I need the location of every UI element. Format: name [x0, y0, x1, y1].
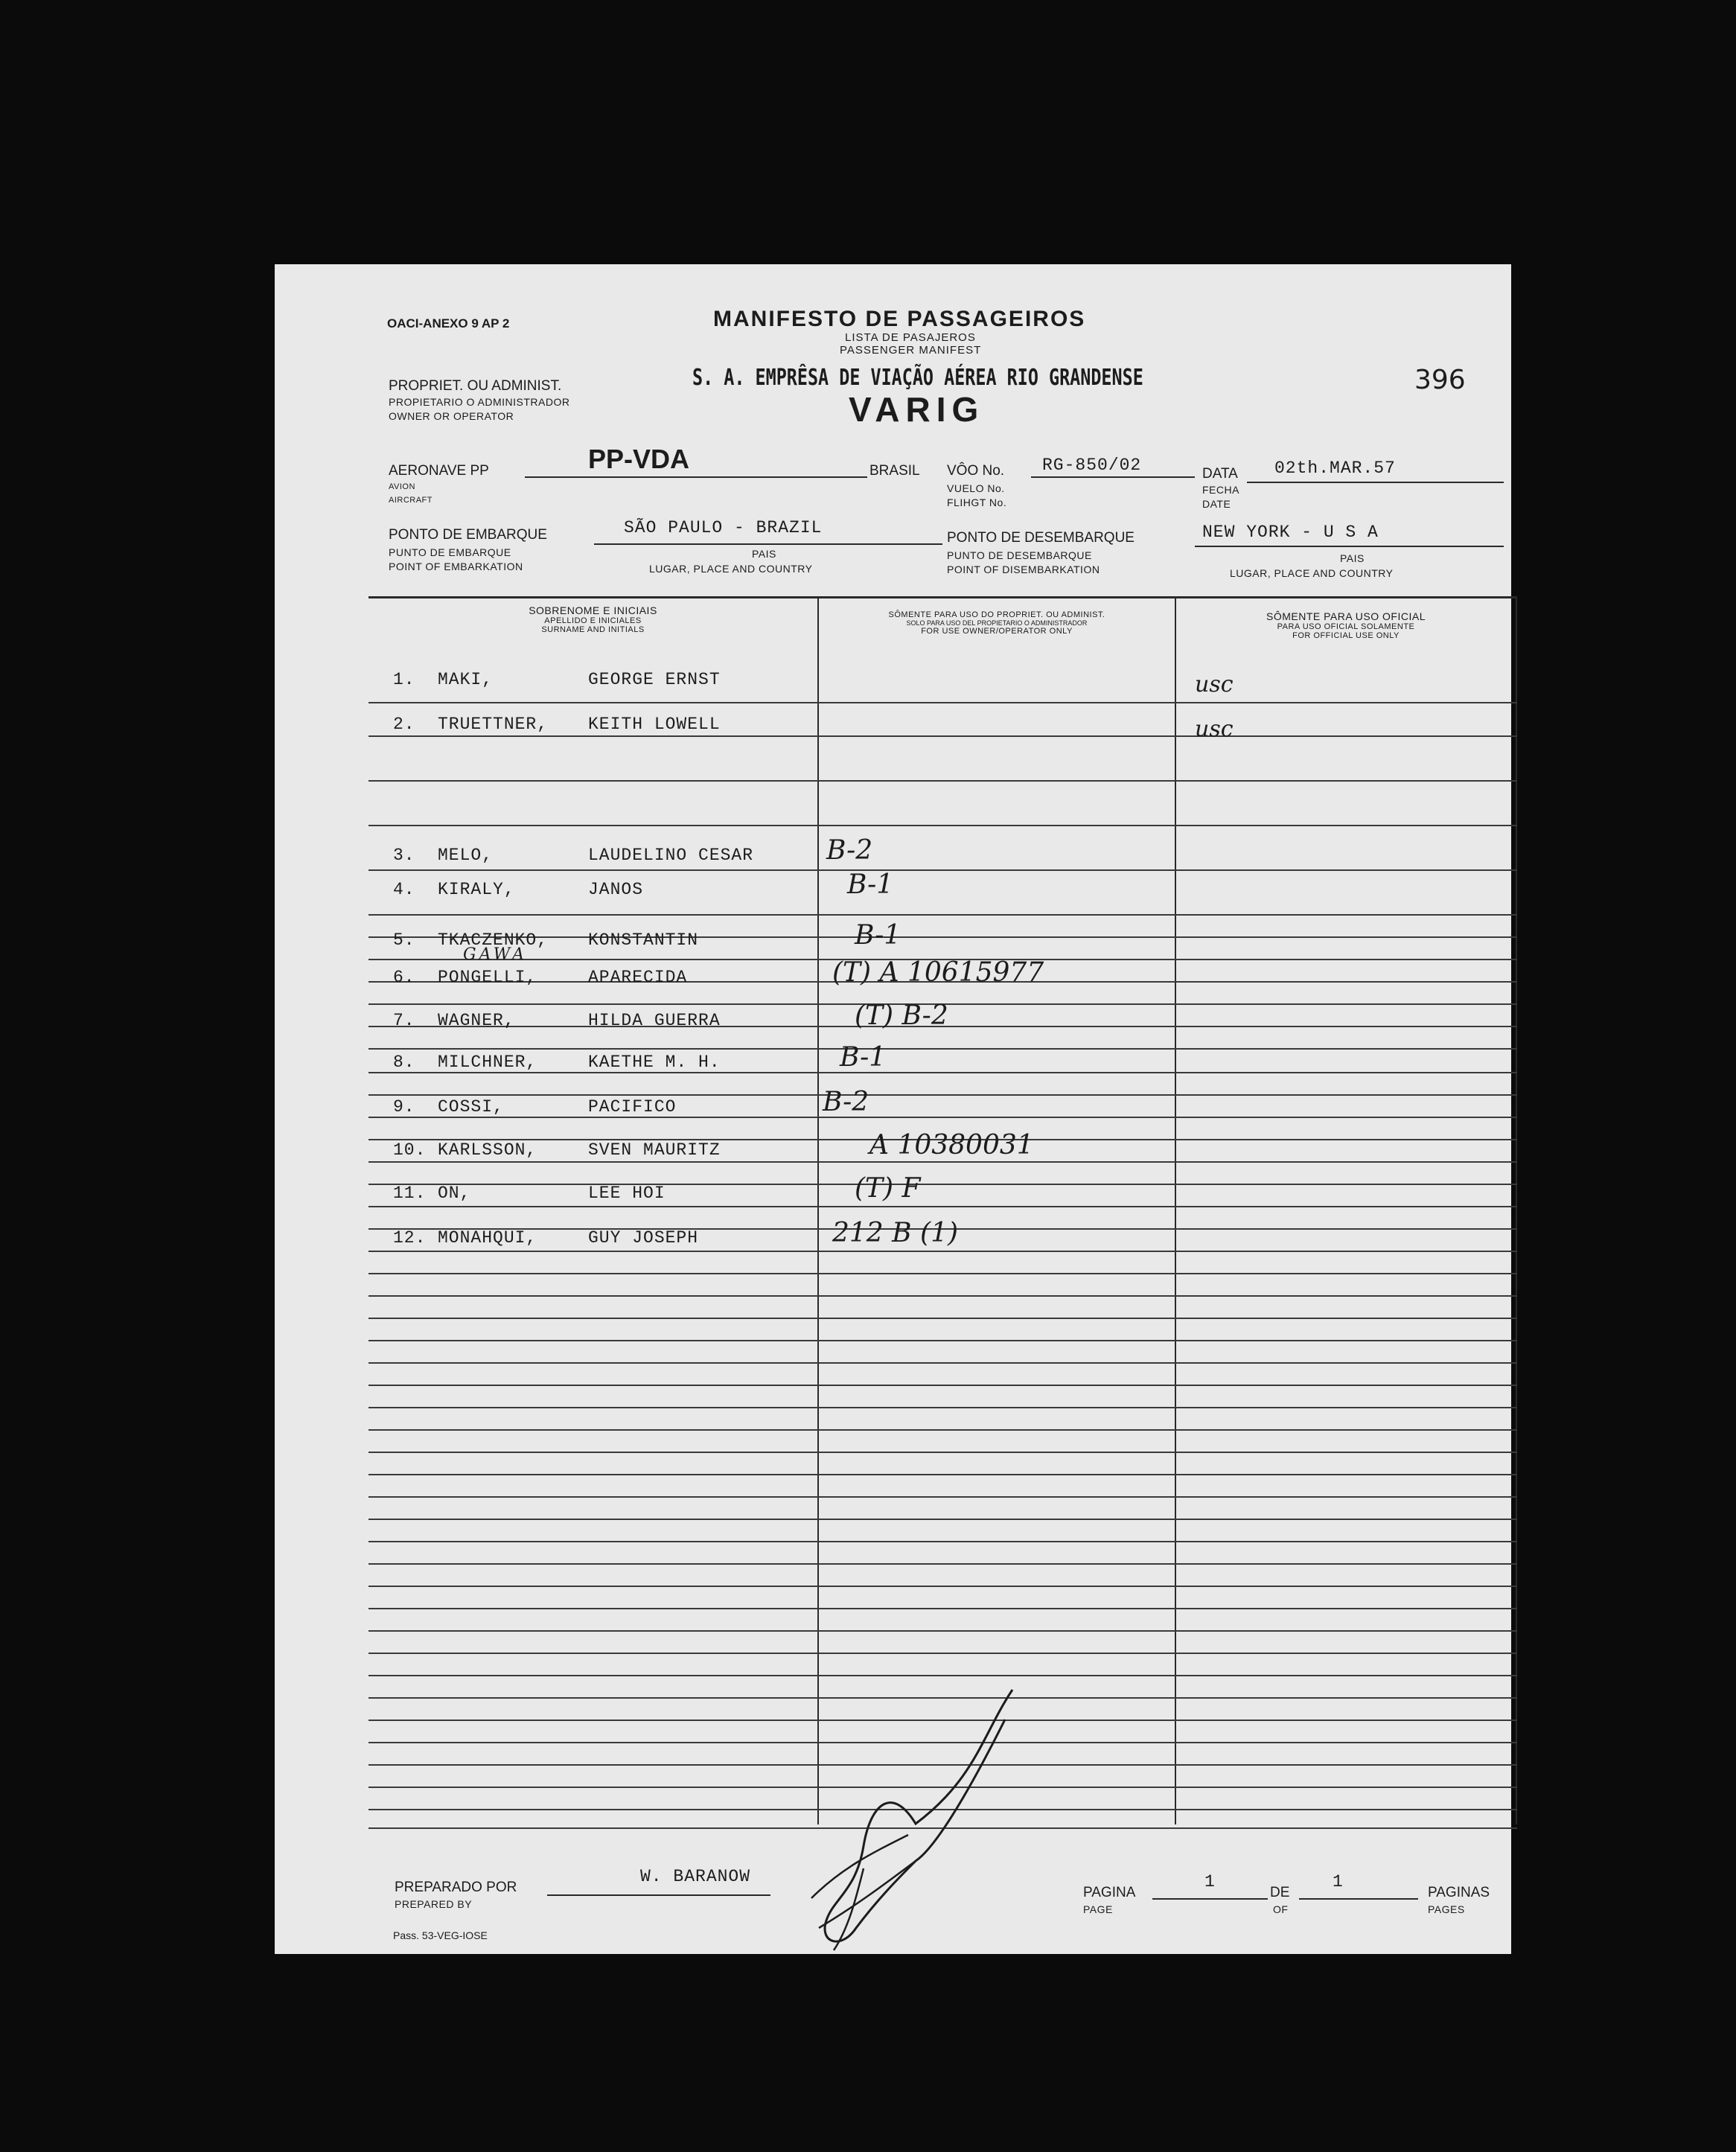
date-label-es: FECHA — [1202, 484, 1239, 496]
passenger-surname: KARLSSON, — [438, 1140, 537, 1160]
flight-label-pt: VÔO No. — [947, 463, 1005, 479]
disembark-caption-pais: PAIS — [1340, 552, 1365, 564]
passenger-given-names: KEITH LOWELL — [588, 715, 721, 734]
passenger-owner-note: B-2 — [826, 835, 873, 866]
ruled-line — [368, 1161, 1517, 1163]
page-number: 396 — [1414, 365, 1466, 395]
passenger-given-names: HILDA GUERRA — [588, 1011, 721, 1030]
passenger-number: 2. — [393, 715, 415, 734]
col1-header-es: APELLIDO E INICIALES — [544, 616, 642, 625]
aircraft-label-es: AVION — [389, 482, 415, 491]
prepared-by-label-en: PREPARED BY — [395, 1898, 473, 1910]
disembark-value: NEW YORK - U S A — [1202, 523, 1379, 542]
passenger-surname: PONGELLI, — [438, 968, 537, 987]
col3-header-pt: SÔMENTE PARA USO OFICIAL — [1266, 610, 1426, 622]
ruled-line — [368, 1586, 1517, 1587]
passenger-number: 6. — [393, 968, 415, 987]
passenger-number: 1. — [393, 670, 415, 689]
ruled-line — [368, 1072, 1517, 1073]
passenger-surname: TKACZENKO, — [438, 930, 549, 950]
ruled-line — [368, 1273, 1517, 1274]
ruled-line — [368, 1184, 1517, 1185]
aircraft-country: BRASIL — [869, 463, 920, 479]
form-subtitle-en: PASSENGER MANIFEST — [840, 344, 982, 357]
ruled-line — [368, 1452, 1517, 1453]
annotation-above-entry-6: GAWA — [463, 945, 527, 964]
col3-header-en: FOR OFFICIAL USE ONLY — [1292, 631, 1400, 640]
company-name: S. A. EMPRÊSA DE VIAÇÃO AÉREA RIO GRANDENSE — [692, 365, 1143, 391]
col2-header-en: FOR USE OWNER/OPERATOR ONLY — [921, 627, 1073, 636]
ruled-line — [368, 1474, 1517, 1475]
page-value: 1 — [1204, 1872, 1216, 1891]
prepared-by-name: W. BARANOW — [640, 1867, 751, 1886]
ruled-line — [368, 1117, 1517, 1118]
col1-header-en: SURNAME AND INITIALS — [541, 625, 645, 634]
de-label-en: OF — [1273, 1903, 1289, 1915]
signature — [789, 1675, 1027, 1965]
of-pages-value: 1 — [1333, 1872, 1344, 1891]
passenger-number: 12. — [393, 1228, 427, 1248]
form-reference: OACI-ANEXO 9 AP 2 — [387, 316, 510, 331]
passenger-owner-note: A 10380031 — [869, 1130, 1034, 1160]
ruled-line — [368, 1385, 1517, 1386]
passenger-given-names: GEORGE ERNST — [588, 670, 721, 689]
form-code: Pass. 53-VEG-IOSE — [393, 1929, 488, 1941]
ruled-line — [368, 1429, 1517, 1431]
passenger-number: 8. — [393, 1053, 415, 1072]
ruled-line — [368, 1541, 1517, 1542]
flight-label-en: FLIHGT No. — [947, 497, 1007, 508]
flight-number: RG-850/02 — [1042, 456, 1142, 475]
embark-caption: LUGAR, PLACE AND COUNTRY — [649, 563, 813, 575]
ruled-line — [368, 780, 1517, 782]
col3-header-es: PARA USO OFICIAL SOLAMENTE — [1277, 622, 1415, 631]
passenger-surname: TRUETTNER, — [438, 715, 549, 734]
ruled-line — [368, 914, 1517, 916]
passenger-owner-note: B-2 — [823, 1087, 869, 1117]
ruled-line — [368, 1251, 1517, 1252]
passenger-owner-note: (T) F — [855, 1173, 921, 1204]
form-subtitle-es: LISTA DE PASAJEROS — [845, 331, 976, 344]
disembark-label-es: PUNTO DE DESEMBARQUE — [947, 549, 1092, 561]
de-label-pt: DE — [1270, 1885, 1290, 1900]
passenger-owner-note: 212 B (1) — [832, 1218, 959, 1248]
passenger-official-note: usc — [1195, 716, 1234, 742]
ruled-line — [368, 1519, 1517, 1520]
ruled-line — [368, 1407, 1517, 1408]
embark-value: SÃO PAULO - BRAZIL — [624, 518, 823, 537]
passenger-given-names: KAETHE M. H. — [588, 1053, 721, 1072]
ruled-line — [368, 825, 1517, 826]
ruled-line — [368, 1318, 1517, 1319]
aircraft-label-en: AIRCRAFT — [389, 496, 433, 505]
paginas-label-pt: PAGINAS — [1428, 1885, 1490, 1900]
passenger-surname: ON, — [438, 1184, 471, 1203]
company-short-name: VARIG — [849, 390, 985, 429]
passenger-owner-note: B-1 — [855, 920, 901, 951]
date-label-pt: DATA — [1202, 466, 1238, 482]
passenger-surname: MONAHQUI, — [438, 1228, 537, 1248]
passenger-owner-note: (T) B-2 — [855, 1000, 948, 1031]
passenger-number: 10. — [393, 1140, 427, 1160]
aircraft-registration: PP-VDA — [588, 444, 690, 474]
ruled-line — [368, 1362, 1517, 1364]
company-label-es: PROPIETARIO O ADMINISTRADOR — [389, 396, 570, 408]
passenger-given-names: SVEN MAURITZ — [588, 1140, 721, 1160]
passenger-given-names: JANOS — [588, 880, 644, 899]
passenger-given-names: KONSTANTIN — [588, 930, 699, 950]
ruled-line — [368, 1295, 1517, 1297]
passenger-number: 4. — [393, 880, 415, 899]
flight-date: 02th.MAR.57 — [1274, 459, 1396, 478]
disembark-label-en: POINT OF DISEMBARKATION — [947, 563, 1100, 575]
passenger-official-note: usc — [1195, 671, 1234, 697]
pagina-label-en: PAGE — [1083, 1903, 1113, 1915]
passenger-surname: COSSI, — [438, 1097, 504, 1117]
passenger-given-names: LEE HOI — [588, 1184, 666, 1203]
passenger-number: 7. — [393, 1011, 415, 1030]
passenger-surname: MILCHNER, — [438, 1053, 537, 1072]
form-title: MANIFESTO DE PASSAGEIROS — [713, 307, 1086, 331]
passenger-surname: KIRALY, — [438, 880, 515, 899]
ruled-line — [368, 735, 1517, 737]
paginas-label-en: PAGES — [1428, 1903, 1465, 1915]
company-label-en: OWNER OR OPERATOR — [389, 410, 514, 422]
ruled-line — [368, 1496, 1517, 1498]
passenger-surname: WAGNER, — [438, 1011, 515, 1030]
pagina-label-pt: PAGINA — [1083, 1885, 1136, 1900]
passenger-given-names: LAUDELINO CESAR — [588, 846, 754, 865]
ruled-line — [368, 1048, 1517, 1050]
passenger-number: 3. — [393, 846, 415, 865]
passenger-owner-note: B-1 — [847, 869, 894, 900]
ruled-line — [368, 1653, 1517, 1654]
company-label-pt: PROPRIET. OU ADMINIST. — [389, 378, 562, 394]
col2-header-pt: SÔMENTE PARA USO DO PROPRIET. OU ADMINIST. — [888, 610, 1105, 619]
disembark-label-pt: PONTO DE DESEMBARQUE — [947, 530, 1135, 546]
ruled-line — [368, 1094, 1517, 1096]
passenger-owner-note: (T) A 10615977 — [832, 957, 1044, 988]
passenger-given-names: APARECIDA — [588, 968, 688, 987]
passenger-surname: MELO, — [438, 846, 494, 865]
aircraft-label-pt: AERONAVE PP — [389, 463, 489, 479]
passenger-number: 11. — [393, 1184, 427, 1203]
passenger-owner-note: B-1 — [840, 1042, 887, 1073]
ruled-line — [368, 702, 1517, 703]
embark-label-es: PUNTO DE EMBARQUE — [389, 546, 511, 558]
ruled-line — [368, 1608, 1517, 1609]
ruled-line — [368, 1563, 1517, 1565]
ruled-line — [368, 869, 1517, 871]
table-top-border — [368, 596, 1517, 598]
passenger-given-names: GUY JOSEPH — [588, 1228, 699, 1248]
ruled-line — [368, 1340, 1517, 1341]
passenger-surname: MAKI, — [438, 670, 494, 689]
passenger-number: 5. — [393, 930, 415, 950]
flight-label-es: VUELO No. — [947, 482, 1005, 494]
ruled-line — [368, 1206, 1517, 1207]
embark-label-pt: PONTO DE EMBARQUE — [389, 527, 547, 543]
embark-label-en: POINT OF EMBARKATION — [389, 561, 523, 572]
date-label-en: DATE — [1202, 498, 1231, 510]
col2-header-es: SOLO PARA USO DEL PROPIETARIO O ADMINISTRADOR — [906, 619, 1088, 627]
col1-header-pt: SOBRENOME E INICIAIS — [529, 604, 657, 616]
passenger-given-names: PACIFICO — [588, 1097, 677, 1117]
ruled-line — [368, 1630, 1517, 1632]
passenger-number: 9. — [393, 1097, 415, 1117]
prepared-by-label-pt: PREPARADO POR — [395, 1880, 517, 1895]
disembark-caption: LUGAR, PLACE AND COUNTRY — [1230, 567, 1394, 579]
embark-caption-pais: PAIS — [752, 548, 776, 560]
